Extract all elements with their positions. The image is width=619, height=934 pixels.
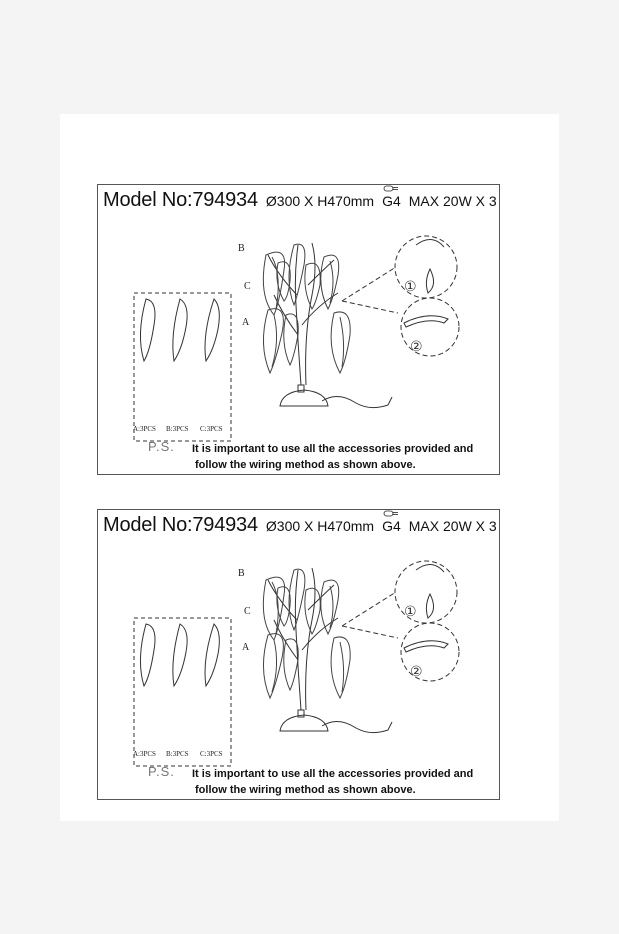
dimensions: Ø300 X H470mm — [265, 193, 375, 209]
detail-leader — [342, 592, 396, 626]
detail-leader — [342, 267, 396, 301]
notice-line-2: follow the wiring method as shown above. — [195, 459, 416, 471]
notice-line-1: It is important to use all the accessories provided and — [192, 768, 474, 780]
power-cord — [322, 721, 392, 732]
accessory-label-b: B:3PCS — [166, 425, 189, 433]
model-number: Model No:794934 — [103, 514, 258, 536]
accessory-label-c: C:3PCS — [200, 425, 223, 433]
detail-step-2: ② — [410, 339, 423, 355]
detail-step-1: ① — [404, 604, 417, 620]
max-power: MAX 20W X 3 — [408, 193, 497, 209]
instruction-sheet — [60, 114, 559, 821]
lamp-stem — [295, 245, 301, 385]
lamp-drawing — [98, 185, 499, 474]
wiring-notice — [192, 441, 492, 473]
part-label-a: A — [242, 642, 250, 653]
part-label-b: B — [238, 568, 245, 579]
wiring-notice — [192, 766, 492, 798]
instruction-panel — [97, 184, 500, 475]
part-label-a: A — [242, 317, 250, 328]
accessory-label-c: C:3PCS — [200, 750, 223, 758]
detail-step-1: ① — [404, 279, 417, 295]
ps-label: P.S. — [148, 439, 175, 454]
notice-line-2: follow the wiring method as shown above. — [195, 784, 416, 796]
glass-leaf-icon — [263, 244, 350, 373]
dimensions: Ø300 X H470mm — [265, 518, 375, 534]
accessories-box — [134, 293, 231, 441]
detail-step-2: ② — [410, 664, 423, 680]
lamp-stem — [295, 570, 301, 710]
ps-label: P.S. — [148, 764, 175, 779]
accessory-label-b: B:3PCS — [166, 750, 189, 758]
max-power: MAX 20W X 3 — [408, 518, 497, 534]
glass-leaf-icon — [263, 569, 350, 698]
model-number: Model No:794934 — [103, 189, 258, 211]
accessory-label-a: A:3PCS — [133, 425, 156, 433]
bulb-type-label: G4 — [382, 518, 401, 534]
bulb-type-label: G4 — [382, 193, 401, 209]
lamp-drawing — [98, 510, 499, 799]
accessory-label-a: A:3PCS — [133, 750, 156, 758]
part-label-b: B — [238, 243, 245, 254]
accessories-box — [134, 618, 231, 766]
part-label-c: C — [244, 281, 251, 292]
power-cord — [322, 396, 392, 407]
notice-line-1: It is important to use all the accessories provided and — [192, 443, 474, 455]
part-label-c: C — [244, 606, 251, 617]
instruction-panel — [97, 509, 500, 800]
